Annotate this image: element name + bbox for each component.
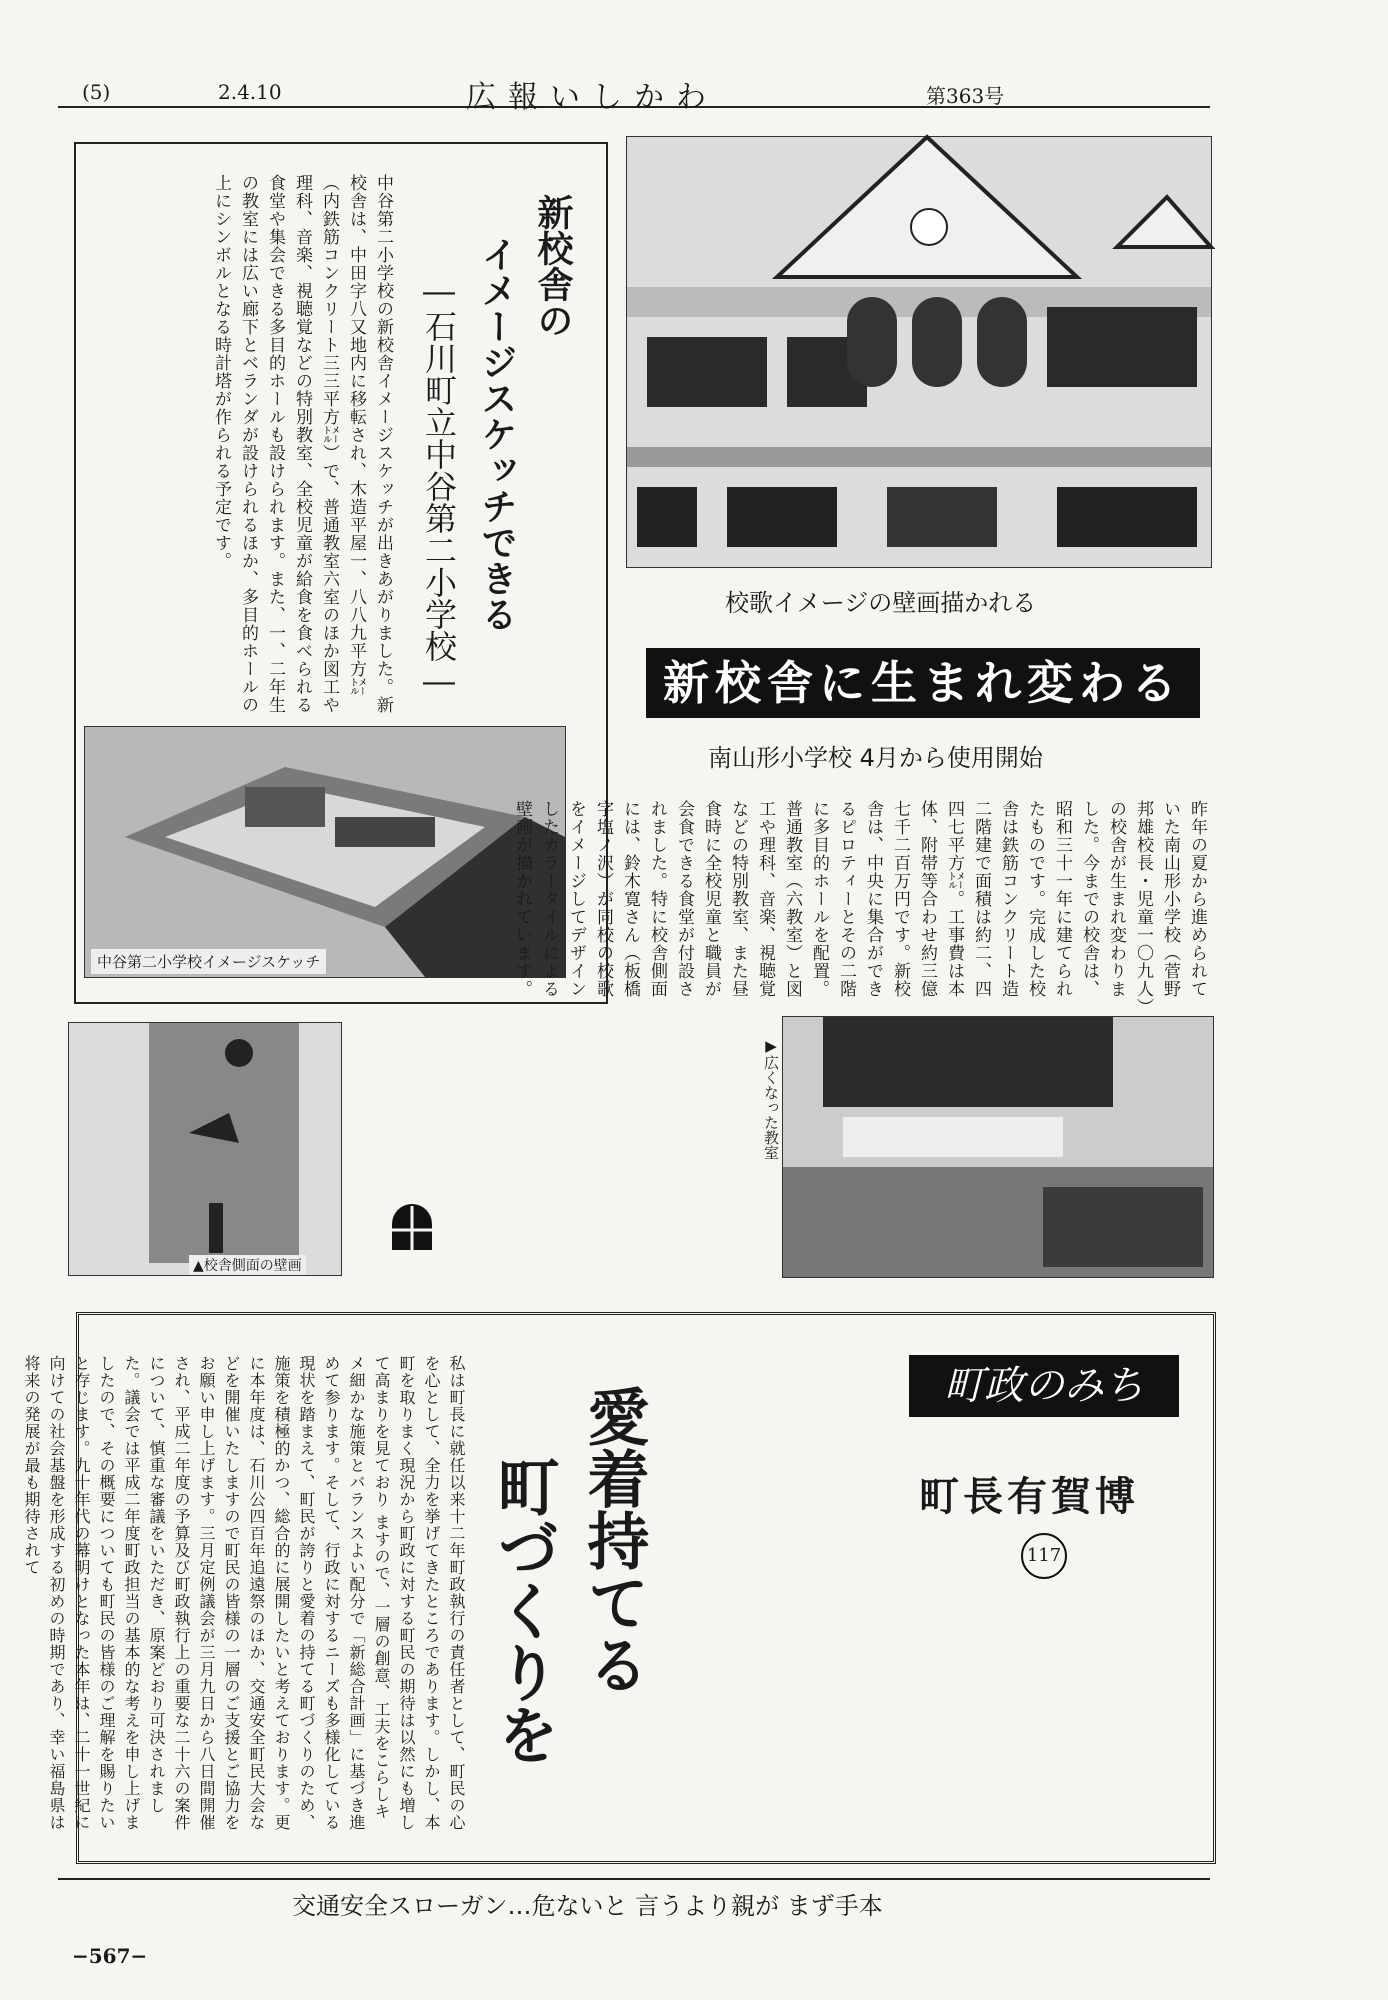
column-headline-line2: 町づくりを: [487, 1455, 560, 1765]
traffic-slogan: 交通安全スローガン…危ないと 言うより親が まず手本: [292, 1892, 883, 1920]
nakaya-sketch-photo: [84, 726, 566, 978]
page-header: [58, 72, 1210, 115]
footer-rule: [58, 1878, 1210, 1880]
nakaya-photo-caption: 中谷第二小学校イメージスケッチ: [91, 949, 326, 974]
column-number: 117: [1021, 1533, 1067, 1579]
minami-subheadline: 南山形小学校 4月から使用開始: [708, 744, 1043, 772]
page-number: (5): [82, 80, 111, 104]
column-body: 私は町長に就任以来十二年町政執行の責任者として、町民の心を心として、全力を挙げてきたところであります。しかし、本町を取りまく現況から町政に対する町民の期待は以然にも増して高まりを見ており ますので、一層の創意、工夫をこらしキメ細かな施策とバランスよい配分で「新総合計画」に基づき進めて参ります。そして、行政に対するニーズも多様化している現状を踏まえて、町民が誇りと愛着の持てる町づくりのため、施策を積極的かつ、総合的に展開したいと考えております。更に本年度は、石川公四百年追遠祭のほか、交通安全町民大会などを開催いたしますので町民の皆様の一層のご支援とご協力をお願い申し上げます。三月定例議会が三月九日から八日間開催され、平成二年度の予算及び町政執行上の重要な二十六の案件について、慎重な審議をいただき、原案どおり可決されました。議会では平成二年度町政担当の基本的な考えを申し上げましたので、その概要についても町民の皆様のご理解を賜りたいと存じます。九十年代の幕明けとなった本年は、二十一世紀に向けての社会基盤を形成する初めの時期であり、幸い福島県は将来の発展が最も期待されて: [22, 1355, 466, 1831]
school-building-photo: [626, 136, 1212, 617]
issue-number: 第363号: [926, 84, 1005, 108]
nakaya-body: 中谷第二小学校の新校舎イメージスケッチが出きあがりました。新校舎は、中田字八又地内に移転され、木造平屋一、八八九平方㍍（内鉄筋コンクリート三三平方㍍）で、普通教室六室のほか図工や理科、音楽、視聴覚などの特別教室、全校児童が給食を食べられる食堂や集会できる多目的ホールも設けられます。また、一、二年生の教室には広い廊下とベランダが設けられるほか、多目的ホールの上にシンボルとなる時計塔が作られる予定です。: [211, 174, 393, 714]
publication-title: 広報いしかわ: [466, 80, 718, 115]
school-building-image: [627, 137, 1211, 567]
arched-window-icon: [388, 1200, 436, 1252]
classroom-photo: [762, 1016, 1214, 1278]
nakaya-title-line2: イメージスケッチできる: [476, 236, 518, 632]
column-author: 町長有賀博: [919, 1473, 1139, 1520]
issue-date: 2.4.10: [218, 80, 282, 104]
mayor-column-box: [22, 1312, 1216, 1864]
column-headline-line1: 愛着持てる: [577, 1385, 650, 1695]
minami-body: 昨年の夏から進められていた南山形小学校（菅野邦雄校長・児童一〇九人）の校舎が生まれ変わりました。今までの校舎は、昭和三十一年に建てられたものです。完成した校舎は鉄筋コンクリート造二階建で面積は約二、四四七平方㍍。工事費は本体、附帯等合わせ約三億七千二百万円です。新校舎は、中央に集合ができるピロティーとその二階に多目的ホールを配置。普通教室（六教室）と図工や理科、音楽、視聴覚などの特別教室、また昼食時に全校児童と職員が会食できる食堂が付設されました。特に校舎側面には、鈴木寛さん（板橋字塩ノ沢）が同校の校歌をイメージしてデザインしたカラータイルによる壁画が描かれています。: [512, 800, 1207, 1008]
nakaya-subtitle: ―石川町立中谷第二小学校―: [420, 272, 458, 700]
minami-headline: 新校舎に生まれ変わる: [646, 648, 1200, 718]
footer-page-number: −567−: [72, 1944, 148, 1968]
mural-image: [69, 1023, 341, 1275]
mural-photo: [68, 1022, 342, 1276]
classroom-image: [783, 1017, 1213, 1277]
column-logo: 町政のみち: [909, 1355, 1179, 1417]
classroom-caption: ▶広くなった教室: [762, 1037, 780, 1160]
mural-caption: ▲校舎側面の壁画: [189, 1255, 306, 1275]
school-sketch-image: [85, 727, 565, 977]
building-photo-caption: 校歌イメージの壁画描かれる: [717, 583, 1044, 618]
nakaya-title-line1: 新校舎の: [532, 194, 574, 338]
